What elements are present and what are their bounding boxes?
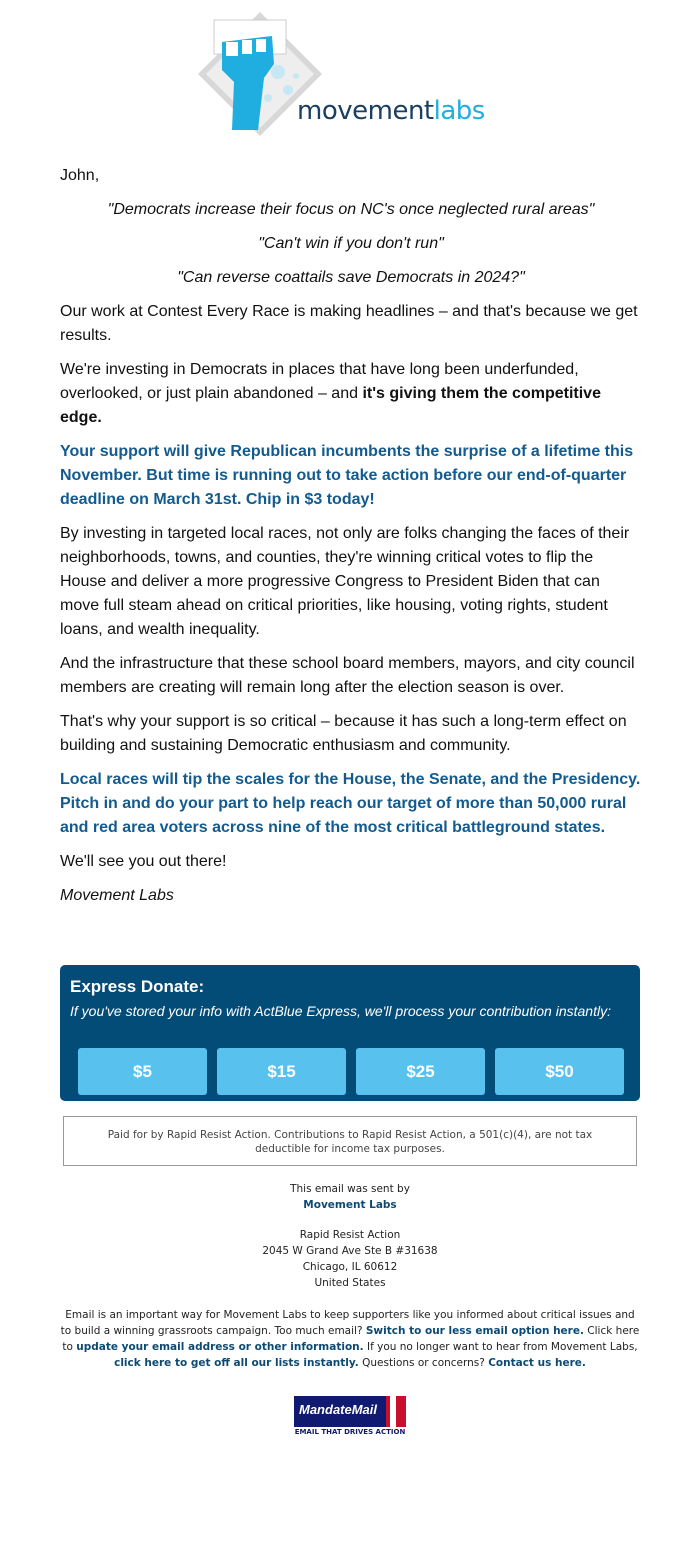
mailing-address <box>60 1227 640 1291</box>
mandatemail-banner <box>294 1396 406 1427</box>
express-donate-box <box>60 965 640 1101</box>
fine-print-text: Questions or concerns? <box>358 1357 489 1369</box>
address-line: Chicago, IL 60612 <box>302 1261 398 1273</box>
donate-50-button[interactable]: $50 <box>495 1048 624 1095</box>
contact-us-link[interactable]: Contact us here. <box>488 1357 586 1369</box>
paragraph <box>60 358 642 430</box>
paragraph: And the infrastructure that these school board members, mayors, and city council members are creating will remain long after the election season is over. <box>60 655 635 696</box>
address-line: United States <box>314 1277 386 1289</box>
express-donate-title: Express Donate: <box>70 977 205 996</box>
headline-quote: "Democrats increase their focus on NC's once neglected rural areas" <box>107 201 595 218</box>
movement-labs-logo[interactable] <box>196 12 506 136</box>
donate-amount-buttons <box>78 1048 624 1095</box>
sender-link[interactable]: Movement Labs <box>303 1199 397 1211</box>
address-line: 2045 W Grand Ave Ste B #31638 <box>262 1245 438 1257</box>
donate-15-button[interactable]: $15 <box>217 1048 346 1095</box>
paragraph: By investing in targeted local races, not only are folks changing the faces of their neighborhoods, towns, and counties, they're winning critical votes to flip the House and deliver a more progressive Congress to President Biden that can move full steam ahead on critical priorities, like housing, voting rights, student loans, and wealth inequality. <box>60 525 630 638</box>
paragraph: Our work at Contest Every Race is making headlines – and that's because we get results. <box>60 303 638 344</box>
address-line: Rapid Resist Action <box>299 1229 401 1241</box>
signature: Movement Labs <box>60 887 174 904</box>
donate-link-paragraph[interactable]: Your support will give Republican incumbents the surprise of a lifetime this November. But time is running out to take action before our end-of-quarter deadline on March 31st. Chip in $3 today! <box>60 443 634 508</box>
paragraph-bold-text: it's giving them the competitive edge. <box>60 385 601 426</box>
paragraph-text: We're investing in Democrats in places that have long been underfunded, overlooked, or just plain abandoned – and <box>60 361 579 402</box>
paid-for-disclaimer: Paid for by Rapid Resist Action. Contributions to Rapid Resist Action, a 501(c)(4), are not tax deductible for income tax purposes. <box>63 1116 637 1166</box>
headline-quote: "Can't win if you don't run" <box>258 235 444 252</box>
paragraph: That's why your support is so critical – because it has such a long-term effect on building and sustaining Democratic enthusiasm and community. <box>60 713 627 754</box>
closing: We'll see you out there! <box>60 853 227 870</box>
headline-quote: "Can reverse coattails save Democrats in 2024?" <box>177 269 525 286</box>
mandatemail-badge[interactable] <box>294 1396 406 1438</box>
fine-print-text: Click here to <box>62 1325 640 1353</box>
donate-5-button[interactable]: $5 <box>78 1048 207 1095</box>
fine-print-text: If you no longer want to hear from Movement Labs, <box>363 1341 638 1353</box>
fine-print-text: Email is an important way for Movement Labs to keep supporters like you informed about critical issues and to build a winning grassroots campaign. Too much email? <box>60 1309 635 1337</box>
mandatemail-tagline: EMAIL THAT DRIVES ACTION <box>294 1428 406 1436</box>
donate-25-button[interactable]: $25 <box>356 1048 485 1095</box>
sent-by-label: This email was sent by <box>290 1183 410 1195</box>
express-donate-subtitle: If you've stored your info with ActBlue Express, we'll process your contribution instantly: <box>70 1003 611 1019</box>
unsubscribe-link[interactable]: click here to get off all our lists instantly. <box>114 1357 359 1369</box>
update-info-link[interactable]: update your email address or other information. <box>76 1341 364 1353</box>
flag-icon <box>386 1396 406 1427</box>
flag-stripe <box>390 1396 396 1427</box>
donate-link-paragraph[interactable]: Local races will tip the scales for the House, the Senate, and the Presidency. Pitch in and do your part to help reach our target of more than 50,000 rural and red area voters across nine of the most critical battleground states. <box>60 771 641 836</box>
greeting: John, <box>60 167 100 184</box>
logo-wordmark: movementlabs <box>297 96 485 126</box>
email-body <box>60 164 642 918</box>
email-footer <box>60 1181 640 1371</box>
less-email-link[interactable]: Switch to our less email option here. <box>365 1325 584 1337</box>
mandatemail-name: MandateMail <box>299 1402 378 1417</box>
footer-fine-print <box>60 1307 640 1371</box>
